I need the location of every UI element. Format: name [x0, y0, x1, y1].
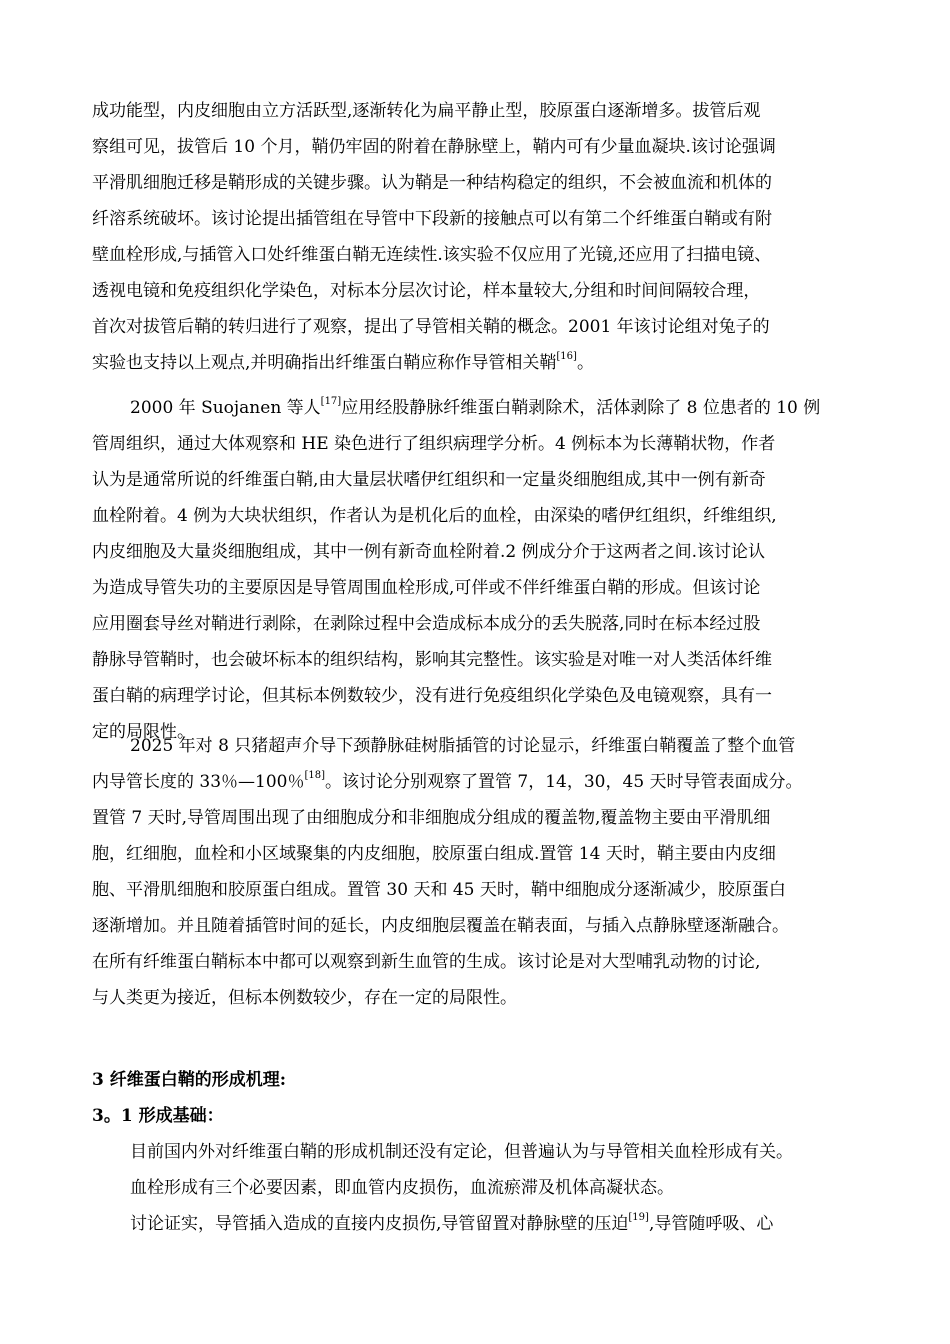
citation-ref: [17] [320, 396, 342, 408]
text-line: 静脉导管鞘时，也会破坏标本的组织结构，影响其完整性。该实验是对唯一对人类活体纤维 [92, 650, 772, 670]
paragraph-1 [92, 93, 868, 381]
citation-ref: [16] [556, 351, 577, 363]
section-heading: 3 纤维蛋白鞘的形成机理: [92, 1070, 287, 1090]
text-line: 逐渐增加。并且随着插管时间的延长，内皮细胞层覆盖在鞘表面，与插入点静脉壁逐渐融合。 [92, 916, 789, 936]
text-line: 平滑肌细胞迁移是鞘形成的关键步骤。认为鞘是一种结构稳定的组织，不会被血流和机体的 [92, 173, 772, 193]
text-run: 。该讨论分别观察了置管 7，14，30，45 天时导管表面成分。 [325, 772, 803, 792]
text-line: 内皮细胞及大量炎细胞组成，其中一例有新奇血栓附着.2 例成分介于这两者之间.该讨论认 [92, 542, 766, 562]
text-line: 与人类更为接近，但标本例数较少，存在一定的局限性。 [92, 988, 517, 1008]
text-line: 透视电镜和免疫组织化学染色，对标本分层次讨论，样本量较大,分组和时间间隔较合理， [92, 281, 761, 301]
text-line [92, 764, 868, 800]
text-line: 蛋白鞘的病理学讨论，但其标本例数较少，没有进行免疫组织化学染色及电镜观察，具有一 [92, 686, 772, 706]
text-line: 为造成导管失功的主要原因是导管周围血栓形成,可伴或不伴纤维蛋白鞘的形成。但该讨论 [92, 578, 761, 598]
text-line [92, 345, 868, 381]
text-run: 讨论证实，导管插入造成的直接内皮损伤,导管留置对静脉壁的压迫 [130, 1214, 629, 1234]
citation-ref: [19] [628, 1212, 649, 1224]
text-line: 管周组织，通过大体观察和 HE 染色进行了组织病理学分析。4 例标本为长薄鞘状物，作者 [92, 434, 776, 454]
text-run: 2000 年 Suojanen 等人 [130, 398, 321, 418]
text-line: 血栓形成有三个必要因素，即血管内皮损伤，血流瘀滞及机体高凝状态。 [130, 1178, 674, 1198]
text-line: 纤溶系统破坏。该讨论提出插管组在导管中下段新的接触点可以有第二个纤维蛋白鞘或有附 [92, 209, 772, 229]
text-line: 胞、平滑肌细胞和胶原蛋白组成。置管 30 天和 45 天时，鞘中细胞成分逐渐减少，胶原蛋白 [92, 880, 786, 900]
text-run: ,导管随呼吸、心 [648, 1214, 774, 1234]
text-line: 2025 年对 8 只猪超声介导下颈静脉硅树脂插管的讨论显示，纤维蛋白鞘覆盖了整个血管 [130, 736, 796, 756]
text-run: 实验也支持以上观点,并明确指出纤维蛋白鞘应称作导管相关鞘 [92, 353, 557, 373]
text-line: 置管 7 天时,导管周围出现了由细胞成分和非细胞成分组成的覆盖物,覆盖物主要由平滑肌细 [92, 808, 771, 828]
text-line: 血栓附着。4 例为大块状组织，作者认为是机化后的血栓，由深染的嗜伊红组织，纤维组织, [92, 506, 777, 526]
paragraph-4 [130, 1134, 870, 1242]
text-line [92, 390, 868, 426]
citation-ref: [18] [304, 770, 326, 782]
text-run: 应用经股静脉纤维蛋白鞘剥除术，活体剥除了 8 位患者的 10 例 [341, 398, 821, 418]
paragraph-2 [92, 390, 868, 750]
paragraph-3 [92, 728, 868, 1016]
text-line: 胞，红细胞，血栓和小区域聚集的内皮细胞，胶原蛋白组成.置管 14 天时，鞘主要由内皮细 [92, 844, 776, 864]
text-line: 应用圈套导丝对鞘进行剥除，在剥除过程中会造成标本成分的丢失脱落,同时在标本经过股 [92, 614, 761, 634]
text-line: 在所有纤维蛋白鞘标本中都可以观察到新生血管的生成。该讨论是对大型哺乳动物的讨论, [92, 952, 761, 972]
text-line [130, 1206, 870, 1242]
text-line: 首次对拔管后鞘的转归进行了观察，提出了导管相关鞘的概念。2001 年该讨论组对兔子的 [92, 317, 770, 337]
text-line: 认为是通常所说的纤维蛋白鞘,由大量层状嗜伊红组织和一定量炎细胞组成,其中一例有新奇 [92, 470, 766, 490]
subsection-heading: 3。1 形成基础： [92, 1106, 224, 1126]
text-line: 成功能型，内皮细胞由立方活跃型,逐渐转化为扁平静止型，胶原蛋白逐渐增多。拔管后观 [92, 101, 761, 121]
text-line: 壁血栓形成,与插管入口处纤维蛋白鞘无连续性.该实验不仅应用了光镜,还应用了扫描电镜、 [92, 245, 772, 265]
text-line: 目前国内外对纤维蛋白鞘的形成机制还没有定论，但普遍认为与导管相关血栓形成有关。 [130, 1142, 793, 1162]
text-run: 。 [576, 353, 594, 373]
text-line: 定的局限性。 [92, 722, 194, 742]
text-line: 察组可见，拔管后 10 个月，鞘仍牢固的附着在静脉壁上，鞘内可有少量血凝块.该讨论强调 [92, 137, 776, 157]
text-run: 内导管长度的 33％—100％ [92, 772, 305, 792]
